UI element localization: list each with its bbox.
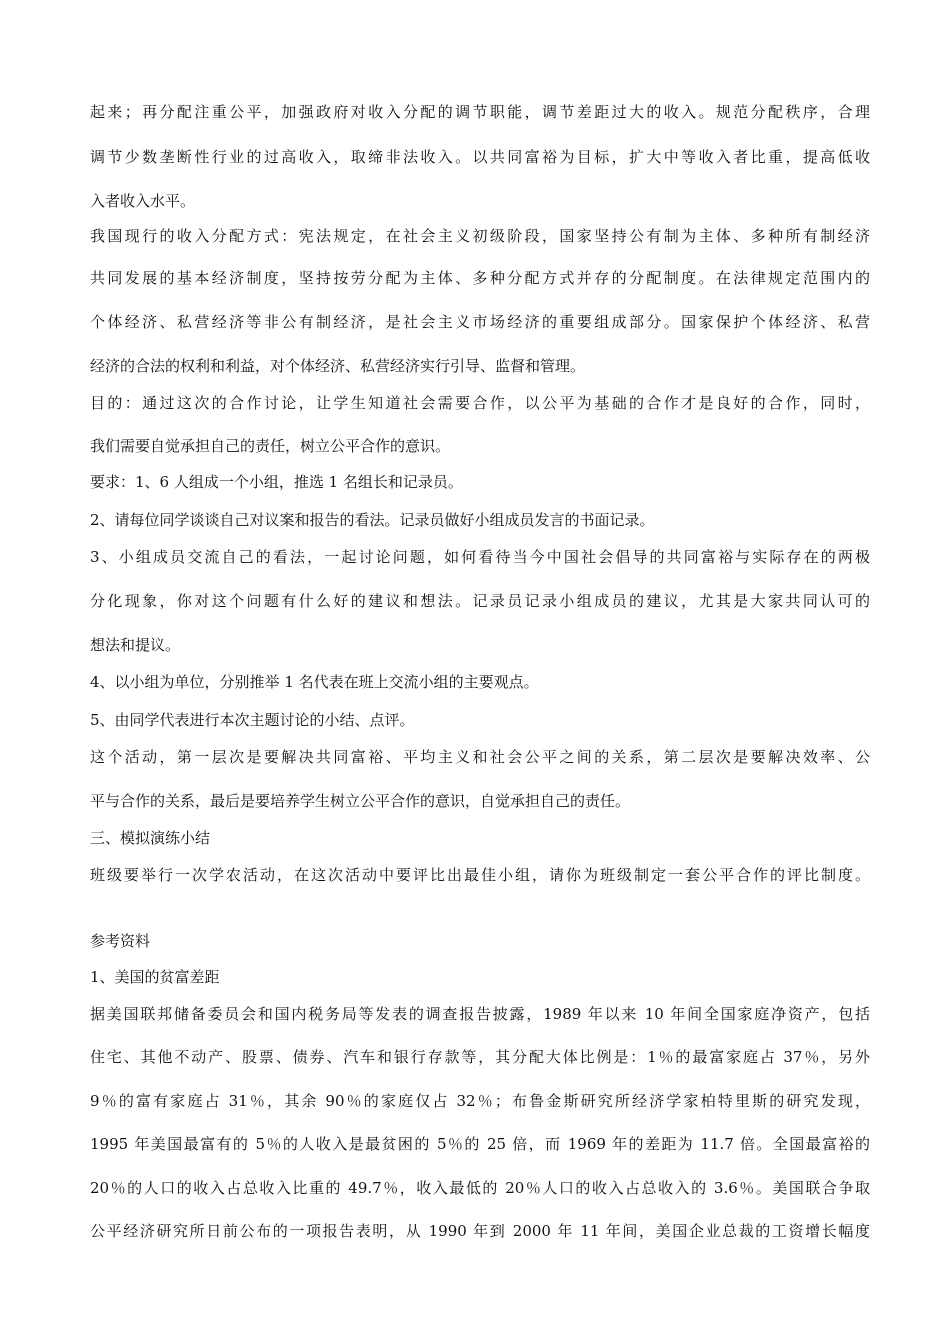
text-line: 分化现象，你对这个问题有什么好的建议和想法。记录员记录小组成员的建议，尤其是大家共同认可的	[90, 592, 870, 610]
text-line: 共同发展的基本经济制度，坚持按劳分配为主体、多种分配方式并存的分配制度。在法律规定范围内的	[90, 269, 870, 287]
text-line: 班级要举行一次学农活动，在这次活动中要评比出最佳小组，请你为班级制定一套公平合作的评比制度。	[90, 866, 870, 884]
text-line: 9％的富有家庭占 31％，其余 90％的家庭仅占 32％；布鲁金斯研究所经济学家柏特里斯的研究发现，	[90, 1092, 870, 1110]
section-heading: 三、模拟演练小结	[90, 829, 211, 847]
text-line: 5、由同学代表进行本次主题讨论的小结、点评。	[90, 711, 415, 729]
text-line: 个体经济、私营经济等非公有制经济，是社会主义市场经济的重要组成部分。国家保护个体经济、私营	[90, 313, 870, 331]
subsection-heading: 1、美国的贫富差距	[90, 968, 220, 986]
text-line: 平与合作的关系，最后是要培养学生树立公平合作的意识，自觉承担自己的责任。	[90, 792, 631, 810]
section-heading: 参考资料	[90, 932, 151, 950]
text-line: 经济的合法的权利和利益，对个体经济、私营经济实行引导、监督和管理。	[90, 357, 586, 375]
text-line: 1995 年美国最富有的 5％的人收入是最贫困的 5％的 25 倍，而 1969 年的差距为 11.7 倍。全国最富裕的	[90, 1135, 870, 1153]
text-line: 起来；再分配注重公平，加强政府对收入分配的调节职能，调节差距过大的收入。规范分配秩序，合理	[90, 103, 870, 121]
text-line: 要求：1、6 人组成一个小组，推选 1 名组长和记录员。	[90, 473, 463, 491]
text-line: 我们需要自觉承担自己的责任，树立公平合作的意识。	[90, 437, 451, 455]
text-line: 这个活动，第一层次是要解决共同富裕、平均主义和社会公平之间的关系，第二层次是要解决效率、公	[90, 748, 870, 766]
text-line: 住宅、其他不动产、股票、债券、汽车和银行存款等，其分配大体比例是：1％的最富家庭占 37％，另外	[90, 1048, 870, 1066]
text-line: 3、小组成员交流自己的看法，一起讨论问题，如何看待当今中国社会倡导的共同富裕与实际存在的两极	[90, 548, 870, 566]
text-line: 调节少数垄断性行业的过高收入，取缔非法收入。以共同富裕为目标，扩大中等收入者比重，提高低收	[90, 148, 870, 166]
text-line: 目的：通过这次的合作讨论，让学生知道社会需要合作，以公平为基础的合作才是良好的合作，同时，	[90, 394, 870, 412]
text-line: 我国现行的收入分配方式：宪法规定，在社会主义初级阶段，国家坚持公有制为主体、多种所有制经济	[90, 227, 870, 245]
text-line: 公平经济研究所日前公布的一项报告表明，从 1990 年到 2000 年 11 年间，美国企业总裁的工资增长幅度	[90, 1222, 870, 1240]
text-line: 想法和提议。	[90, 636, 181, 654]
text-line: 入者收入水平。	[90, 192, 196, 210]
text-line: 4、以小组为单位，分别推举 1 名代表在班上交流小组的主要观点。	[90, 673, 539, 691]
text-line: 据美国联邦储备委员会和国内税务局等发表的调查报告披露，1989 年以来 10 年间全国家庭净资产，包括	[90, 1005, 870, 1023]
text-line: 2、请每位同学谈谈自己对议案和报告的看法。记录员做好小组成员发言的书面记录。	[90, 511, 655, 529]
text-line: 20％的人口的收入占总收入比重的 49.7％，收入最低的 20％人口的收入占总收入的 3.6％。美国联合争取	[90, 1179, 870, 1197]
